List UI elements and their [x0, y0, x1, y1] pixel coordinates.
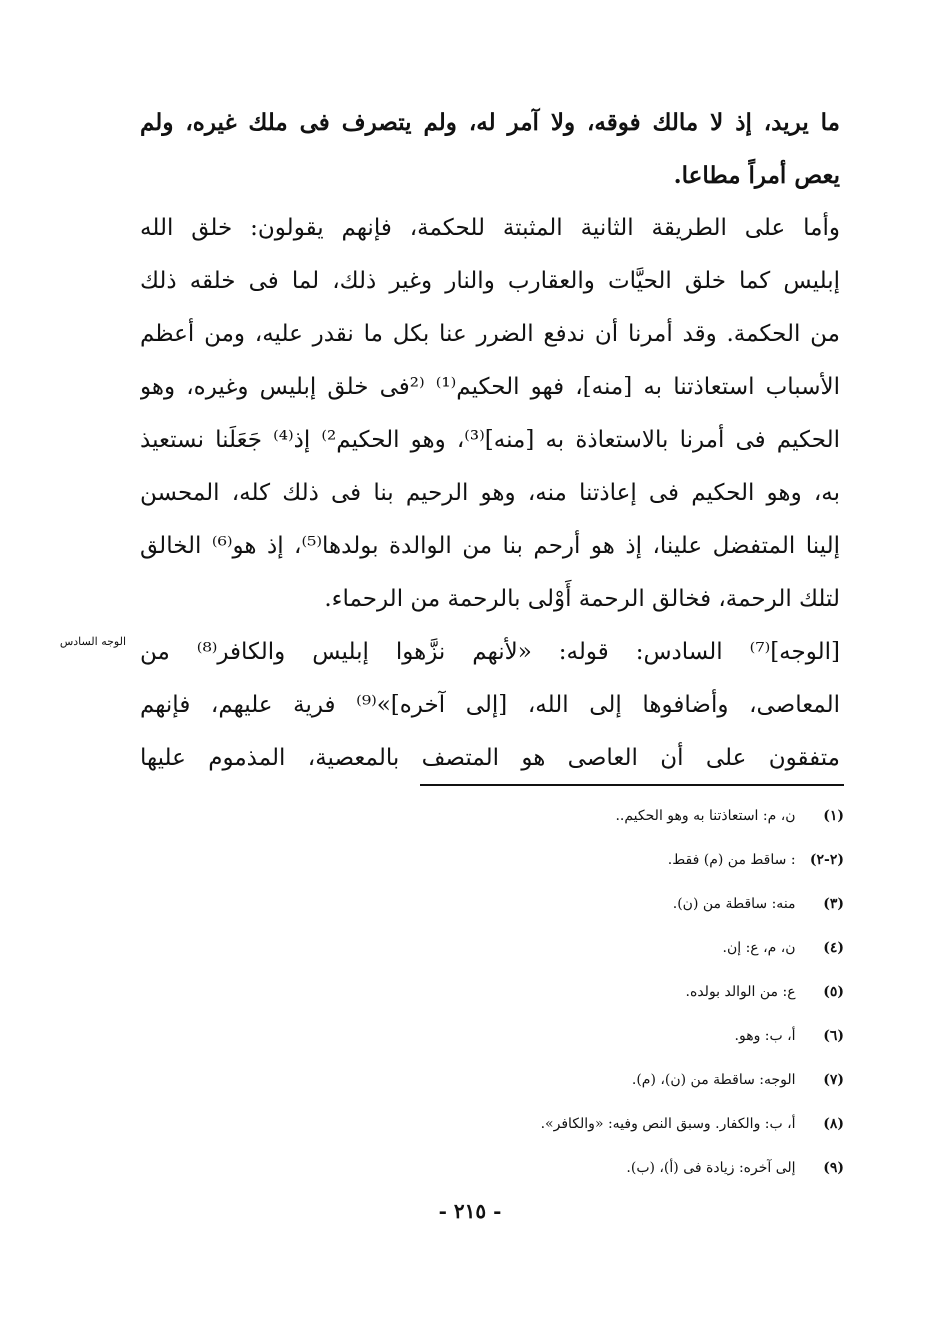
text-line: به، وهو الحكيم فى إعاذتنا منه، وهو الرحيم بنا فى ذلك كله، المحسن	[140, 480, 840, 506]
footnote-text: ن، م: استعاذتنا به وهو الحكيم..	[615, 808, 796, 824]
footnote	[420, 1102, 844, 1146]
text-line: ما يريد، إذ لا مالك فوقه، ولا آمر له، ولم يتصرف فى ملك غيره، ولم	[140, 109, 840, 136]
text-line: الحكيم فى أمرنا بالاستعاذة به [منه]⁽³⁾، وهو الحكيم²⁾ إذ⁽⁴⁾ جَعَلَنا نستعيذ	[140, 427, 840, 453]
text-line: الأسباب استعاذتنا به [منه]، فهو الحكيم⁽¹⁾ ⁽²فى خلق إبليس وغيره، وهو	[140, 374, 840, 400]
footnote-number: (٦)	[823, 1028, 844, 1044]
text-line: من الحكمة. وقد أمرنا أن ندفع الضرر عنا بكل ما نقدر عليه، ومن أعظم	[140, 321, 840, 347]
text-line: لتلك الرحمة، فخالق الرحمة أَوْلى بالرحمة من الرحماء.	[324, 586, 840, 612]
footnote-text: : ساقط من (م) فقط.	[667, 852, 796, 868]
text-line: وأما على الطريقة الثانية المثبتة للحكمة، فإنهم يقولون: خلق الله	[140, 215, 840, 241]
page-number: - ٢١٥ -	[438, 1199, 502, 1223]
footnote-number: (٩)	[823, 1160, 844, 1176]
footnote	[420, 882, 844, 926]
footnote-number: (٨)	[823, 1116, 844, 1132]
main-text	[140, 96, 840, 785]
footnote	[420, 970, 844, 1014]
footnote	[420, 1058, 844, 1102]
margin-heading: الوجه السادس	[59, 635, 126, 648]
footnote-number: (٧)	[823, 1072, 844, 1088]
footnote-text: إلى آخره: زيادة فى (أ)، (ب).	[626, 1160, 796, 1176]
footnote-number: (٣)	[823, 896, 844, 912]
footnote-text: ن، م، ع: إن.	[722, 940, 796, 956]
footnote	[420, 926, 844, 970]
footnote-separator	[420, 784, 844, 786]
footnote-text: الوجه: ساقطة من (ن)، (م).	[631, 1072, 796, 1088]
footnote-text: ع: من الوالد بولده.	[685, 984, 796, 1000]
footnote-number: (١)	[823, 808, 844, 824]
text-line: المعاصى، وأضافوها إلى الله، [إلى آخره]»⁽⁹⁾ فرية عليهم، فإنهم	[140, 692, 840, 718]
footnote-text: أ، ب: والكفار. وسبق النص وفيه: «والكافر».	[540, 1116, 796, 1132]
footnote-text: أ، ب: وهو.	[734, 1028, 796, 1044]
text-line: يعص أمراً مطاعا.	[673, 162, 840, 189]
footnotes	[420, 794, 844, 1190]
footnote-text: منه: ساقطة من (ن).	[672, 896, 796, 912]
text-line: [الوجه]⁽⁷⁾ السادس: قوله: «لأنهم نزَّهوا إبليس والكافر⁽⁸⁾ من	[140, 639, 840, 665]
text-line: متفقون على أن العاصى هو المتصف بالمعصية، المذموم عليها	[140, 745, 840, 771]
footnote	[420, 1146, 844, 1190]
footnote-number: (٤)	[823, 940, 844, 956]
footnote-number: (٥)	[823, 984, 844, 1000]
footnote	[420, 838, 844, 882]
text-line: إبليس كما خلق الحيَّات والعقارب والنار وغير ذلك، لما فى خلقه ذلك	[140, 268, 840, 294]
footnote	[420, 794, 844, 838]
text-line: إلينا المتفضل علينا، إذ هو أرحم بنا من الوالدة بولدها⁽⁵⁾، إذ هو⁽⁶⁾ الخالق	[140, 533, 840, 559]
footnote-number: (٢-٢)	[809, 852, 844, 868]
footnote	[420, 1014, 844, 1058]
